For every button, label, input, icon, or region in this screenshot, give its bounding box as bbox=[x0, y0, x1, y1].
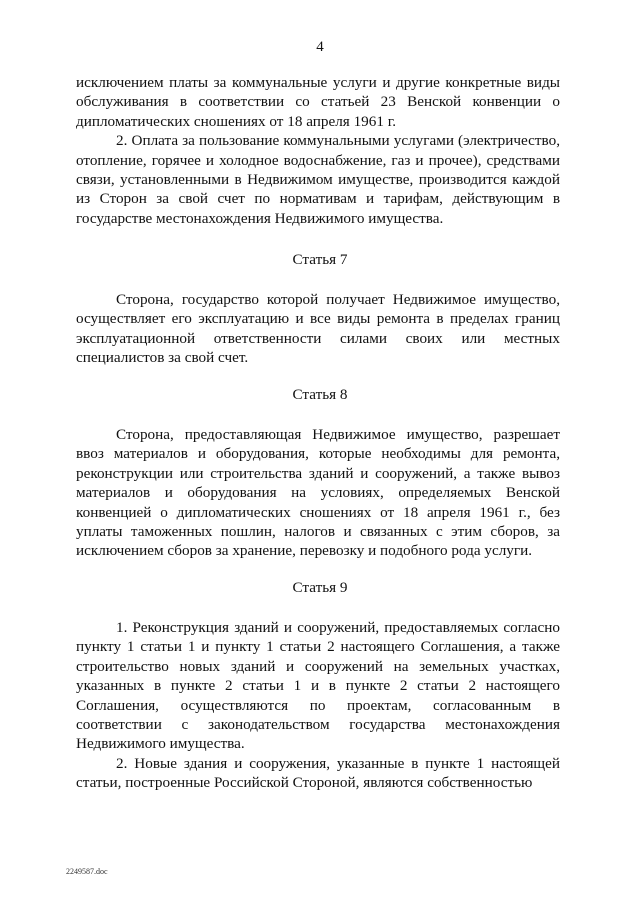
article-7-heading: Статья 7 bbox=[292, 251, 348, 268]
paragraph: 2. Оплата за пользование коммунальными услугами (электричество, отопление, горячее и холодное водоснабжение, газ и прочее), средствами связи, установленными в Недвижимом имуществе, производится каждой из Сторон за свой счет по нормативам и тарифам, действующим в государстве местонахождения Недвижимого имущества. bbox=[76, 132, 560, 227]
article-8-heading: Статья 8 bbox=[292, 386, 348, 403]
article-9-body bbox=[76, 618, 560, 793]
article-9-heading: Статья 9 bbox=[292, 579, 348, 596]
paragraph: Сторона, предоставляющая Недвижимое имущество, разрешает ввоз материалов и оборудования, которые необходимы для ремонта, реконструкции или строительства зданий и сооружений, а также вывоз материалов и оборудования на условиях, определяемых Венской конвенцией о дипломатических сношениях от 18 апреля 1961 г., без уплаты таможенных пошлин, налогов и связанных с этим сборов, за исключением сборов за хранение, перевозку и подобного рода услуги. bbox=[76, 426, 560, 560]
paragraph: исключением платы за коммунальные услуги и другие конкретные виды обслуживания в соответствии со статьей 23 Венской конвенции о дипломатических сношениях от 18 апреля 1961 г. bbox=[76, 74, 560, 130]
page-number: 4 bbox=[316, 39, 324, 55]
text-block-continuation bbox=[76, 73, 560, 228]
paragraph: 1. Реконструкция зданий и сооружений, предоставляемых согласно пункту 1 статьи 1 и пункту 1 статьи 2 настоящего Соглашения, а также строительство новых зданий и сооружений на земельных участках, указанных в пункте 2 статьи 1 и в пункте 2 статьи 2 настоящего Соглашения, осуществляются по проектам, согласованным в соответствии с законодательством государства местонахождения Недвижимого имущества. bbox=[76, 619, 560, 753]
article-8-body bbox=[76, 425, 560, 561]
article-7-body bbox=[76, 290, 560, 368]
file-name-footer: 2249587.doc bbox=[66, 867, 108, 876]
paragraph: 2. Новые здания и сооружения, указанные в пункте 1 настоящей статьи, построенные Российской Стороной, являются собственностью bbox=[76, 754, 560, 792]
paragraph: Сторона, государство которой получает Недвижимое имущество, осуществляет его эксплуатацию и все виды ремонта в пределах границ эксплуатационной ответственности силами своих или местных специалистов за свой счет. bbox=[76, 291, 560, 367]
